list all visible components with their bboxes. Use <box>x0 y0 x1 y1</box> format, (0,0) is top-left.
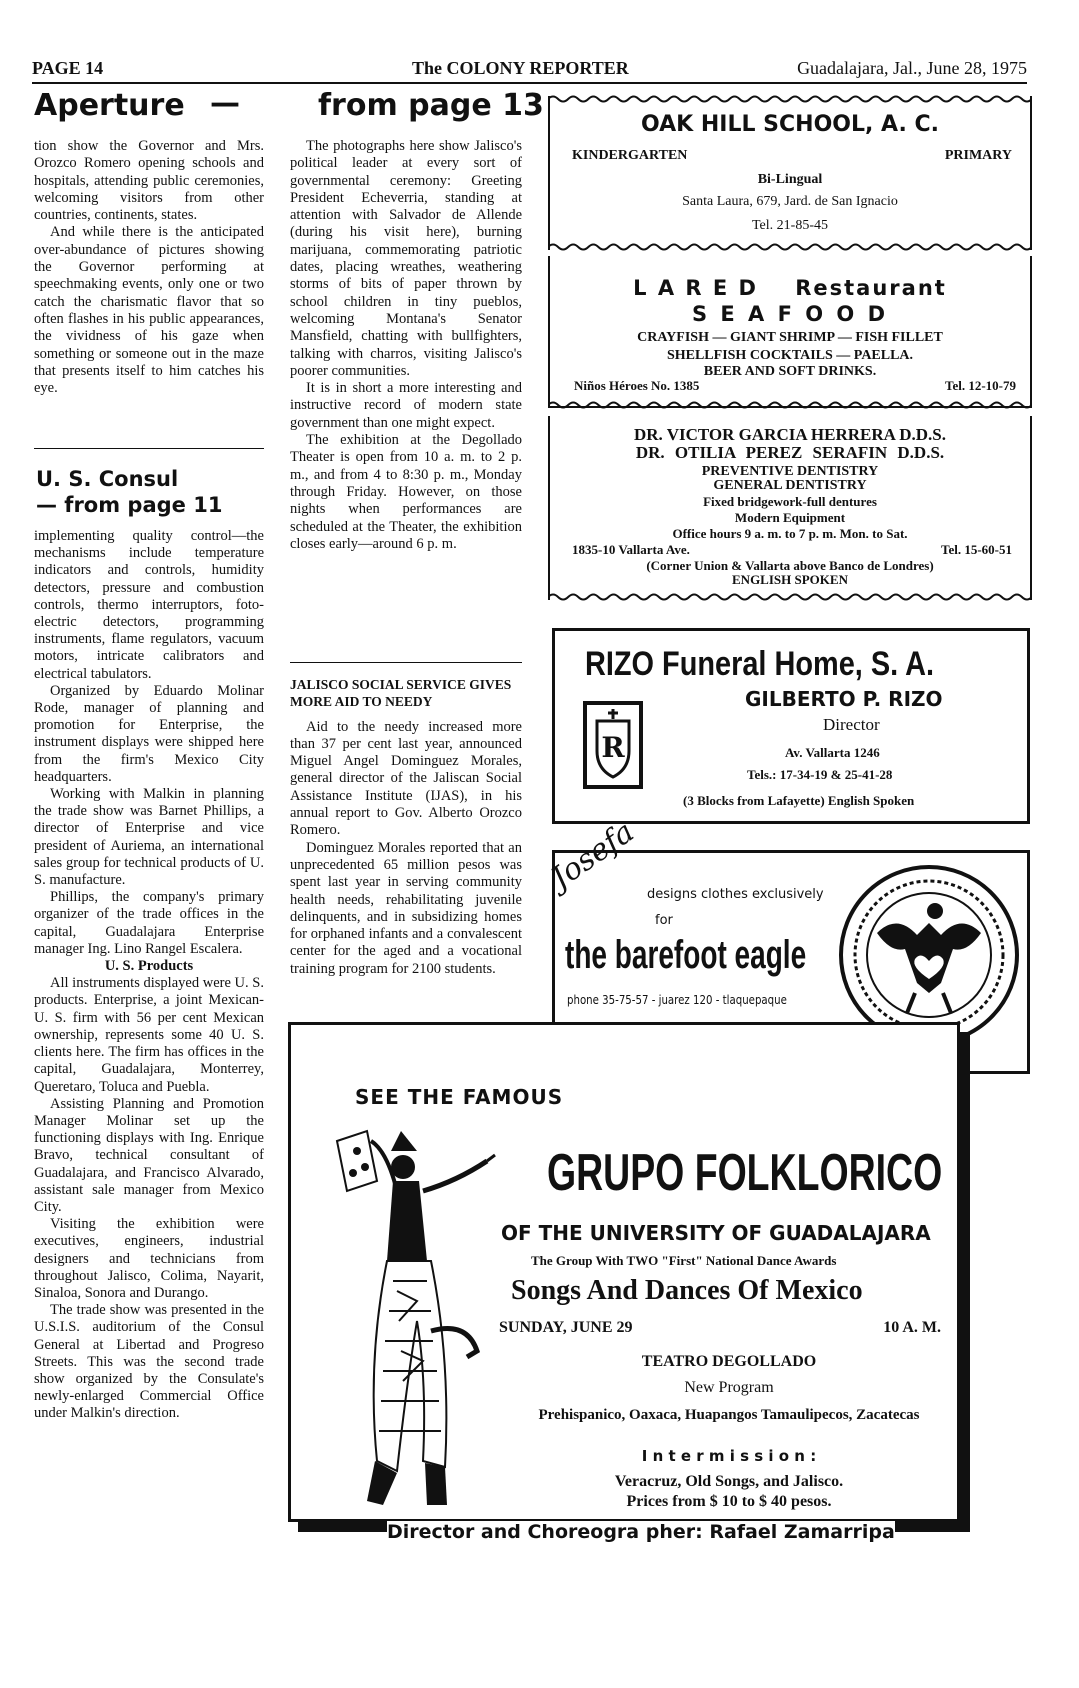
grupo-director: Director and Choreogra pher: Rafael Zamarripa <box>387 1521 895 1543</box>
aperture-col2-p3: The exhibition at the Degollado Theater is open from 10 a. m. to 2 p. m., and from 4 to 8:30 p. m., Monday through Friday. However, on those nights when performances are scheduled at the Theater, the exhibition closes early—around 6 p. m. <box>290 432 522 552</box>
aperture-col1 <box>34 138 264 397</box>
rizo-address: Av. Vallarta 1246 <box>785 745 880 760</box>
rizo-logo <box>583 701 643 789</box>
ad-rizo-funeral-home <box>552 628 1030 824</box>
social-p1: Aid to the needy increased more than 37 per cent last year, announced Miguel Angel Dominguez Morales, general director of the Jaliscan Social Assistance Institute (IJAS), in his annual report to Gov. Alberto Orozco Romero. <box>290 718 522 839</box>
dentist-address: 1835-10 Vallarta Ave. <box>572 542 690 557</box>
dentist-hours: Office hours 9 a. m. to 7 p. m. Mon. to Sat. <box>672 526 908 541</box>
rizo-director: Director <box>823 715 880 734</box>
oak-hill-name: OAK HILL SCHOOL, A. C. <box>641 112 939 137</box>
oak-hill-kindergarten: KINDERGARTEN <box>572 148 688 163</box>
grupo-prices: Prices from $ 10 to $ 40 pesos. <box>626 1493 832 1510</box>
consul-column <box>34 528 264 1423</box>
social-column <box>290 676 522 978</box>
wavy-border-bottom <box>548 242 1032 252</box>
dateline: Guadalajara, Jal., June 28, 1975 <box>797 58 1027 78</box>
wavy-border-bottom <box>548 400 1032 410</box>
consul-headline-line1: U. S. Consul <box>36 467 179 491</box>
oak-hill-bilingual: Bi-Lingual <box>757 172 823 187</box>
la-red-seafood: S E A F O O D <box>691 302 889 326</box>
oak-hill-address: Santa Laura, 679, Jard. de San Ignacio <box>682 194 898 209</box>
aperture-headline-dash: — <box>210 86 240 121</box>
eagle-designs: designs clothes exclusively <box>647 887 824 902</box>
aperture-col2-p2: It is in short a more interesting and instructive record of modern state government than one might expect. <box>290 380 522 431</box>
la-red-menu3: BEER AND SOFT DRINKS. <box>703 364 877 379</box>
grupo-awards: The Group With TWO "First" National Dance Awards <box>531 1253 837 1268</box>
dentist-english: ENGLISH SPOKEN <box>732 572 848 587</box>
dentist-general: GENERAL DENTISTRY <box>713 478 867 493</box>
grupo-see: SEE THE FAMOUS <box>355 1085 564 1109</box>
la-red-tel: Tel. 12-10-79 <box>944 378 1016 393</box>
aperture-col1-p2: And while there is the anticipated over-abundance of pictures showing the Governor performing at speechmaking events, only one or two catch the charismatic flavor that so often flashes in his public appearances, the vividness of his gaze when something or someone out in the maze that presents itself to him catches his eye. <box>34 224 264 397</box>
consul-headline <box>36 466 222 518</box>
consul-p8: The trade show was presented in the U.S.I.S. auditorium of the Consul General at Libertad and Progreso Streets. This was the second trade show organized by the Consulate's newly-enlarged Commercial Office under Malkin's direction. <box>34 1302 264 1422</box>
consul-p7: Visiting the exhibition were executives, engineers, industrial designers and technicians from throughout Jalisco, Colima, Nayarit, Sinaloa, Sonora and Durango. <box>34 1216 264 1301</box>
consul-headline-line2: — from page 11 <box>36 493 223 517</box>
ad-grupo-folklorico <box>288 1022 960 1543</box>
consul-p6: Assisting Planning and Promotion Manager Molinar set up the functioning displays with Ing. Enrique Bravo, technical consultant of Guadalajara, and Francisco Alvarado, assistant sale manager from Mexico City. <box>34 1095 264 1215</box>
aperture-headline-right: from page 13 <box>318 88 544 123</box>
la-red-address: Niños Héroes No. 1385 <box>574 378 700 393</box>
wavy-border-top <box>548 94 1032 104</box>
eagle-signature: Josefa <box>544 814 641 896</box>
rizo-logo-letter: R <box>601 731 625 764</box>
oak-hill-tel: Tel. 21-85-45 <box>751 218 828 233</box>
grupo-songs: Songs And Dances Of Mexico <box>511 1275 863 1306</box>
consul-p5: All instruments displayed were U. S. products. Enterprise, a joint Mexican-U. S. firm with 56 per cent Mexican ownership, represents some 40 U. S. clients here. The firm has offices in the capital, Guadalajara, Monterrey, Queretaro, Toluca and Puebla. <box>34 975 264 1095</box>
eagle-title: the barefoot eagle <box>565 933 807 977</box>
consul-p3: Working with Malkin in planning the trade show was Barnet Phillips, a director of Enterprise and vice president of Auriema, an international sales group for technical products of U. S. manufacture. <box>34 786 264 889</box>
column-divider <box>34 448 264 449</box>
wavy-border-bottom <box>548 592 1032 602</box>
dentist-name2: DR. OTILIA PEREZ SERAFIN D.D.S. <box>635 443 945 462</box>
ad-oak-hill-school <box>548 96 1032 250</box>
ad-dentists <box>548 416 1032 600</box>
dentist-equipment: Modern Equipment <box>734 510 846 525</box>
grupo-pieces: Prehispanico, Oaxaca, Huapangos Tamaulipecos, Zacatecas <box>538 1407 920 1423</box>
dentist-bridgework: Fixed bridgework-full dentures <box>703 494 877 509</box>
masthead-rule <box>32 82 1027 84</box>
eagle-for: for <box>655 913 673 928</box>
grupo-pieces2: Veracruz, Old Songs, and Jalisco. <box>614 1473 844 1490</box>
dentist-corner: (Corner Union & Vallarta above Banco de Londres) <box>646 558 934 573</box>
consul-p1: implementing quality control—the mechanisms include temperature indicators and controls, humidity detectors, pressure and combustion controls, thermo interruptors, foto-electric detectors, programming instruments, flame regulators, vacuum motors, intricate calibrators and electrical tabulators. <box>34 528 264 682</box>
la-red-restaurant: Restaurant <box>795 276 947 300</box>
la-red-menu1: CRAYFISH — GIANT SHRIMP — FISH FILLET <box>637 330 943 345</box>
page-number: PAGE 14 <box>32 58 104 78</box>
grupo-intermission: I n t e r m i s s i o n : <box>641 1447 817 1465</box>
aperture-headline-left: Aperture <box>34 88 185 123</box>
consul-subhead: U. S. Products <box>104 958 194 975</box>
rizo-blocks: (3 Blocks from Lafayette) English Spoken <box>683 793 915 808</box>
aperture-col2 <box>290 138 522 553</box>
social-headline: JALISCO SOCIAL SERVICE GIVES MORE AID TO NEEDY <box>290 677 512 710</box>
dentist-name1: DR. VICTOR GARCIA HERRERA D.D.S. <box>633 425 947 444</box>
rizo-owner: GILBERTO P. RIZO <box>745 687 943 711</box>
dentist-tel: Tel. 15-60-51 <box>940 542 1012 557</box>
grupo-time: 10 A. M. <box>883 1319 941 1336</box>
column-divider-2 <box>290 662 522 663</box>
la-red-name: L A R E D <box>633 276 758 300</box>
rizo-tels: Tels.: 17-34-19 & 25-41-28 <box>747 767 893 782</box>
consul-p2: Organized by Eduardo Molinar Rode, manager of planning and promotion for Enterprise, the instrument displays were shipped here from the firm's Mexico City headquarters. <box>34 682 264 785</box>
consul-p4: Phillips, the company's primary organizer of the trade offices in the capital, Guadalajara Enterprise manager Ing. Lino Rangel Escalera. <box>34 889 264 957</box>
masthead <box>32 58 1027 82</box>
grupo-title: GRUPO FOLKLORICO <box>547 1144 943 1202</box>
eagle-phone: phone 35-75-57 - juarez 120 - tlaquepaque <box>567 993 787 1007</box>
eagle-emblem <box>837 863 1021 1047</box>
grupo-date: SUNDAY, JUNE 29 <box>499 1319 633 1336</box>
la-red-title <box>550 276 1030 300</box>
oak-hill-primary: PRIMARY <box>944 148 1012 163</box>
rizo-title: RIZO Funeral Home, S. A. <box>585 645 934 683</box>
social-p2: Dominguez Morales reported that an unprecedented 65 million pesos was spent last year in serving community health needs, rehabilitating juvenile delinquents, and in subsidizing homes for orphaned infants and a convalescent center for the aged and a vocational training program for 2100 students. <box>290 839 522 977</box>
grupo-venue: TEATRO DEGOLLADO <box>641 1353 817 1370</box>
aperture-col1-p1: tion show the Governor and Mrs. Orozco Romero opening schools and hospitals, attending public ceremonies, welcoming visitors from other countries, continents, states. <box>34 138 264 224</box>
grupo-program: New Program <box>684 1379 774 1396</box>
la-red-menu2: SHELLFISH COCKTAILS — PAELLA. <box>666 348 914 363</box>
grupo-university: OF THE UNIVERSITY OF GUADALAJARA <box>501 1221 931 1245</box>
aperture-col2-p1: The photographs here show Jalisco's political leader at every sort of governmental ceremony: Greeting President Echeverria, standing at attention with Salvador de Allende (during his visit here), burning marijuana, commemorating patriotic dates, placing wreathes, weathering storms of bits of paper thrown by school children in tiny pueblos, welcoming Montana's Senator Mansfield, chatting with bullfighters, talking with charros, visiting Jalisco's poorer communities. <box>290 138 522 379</box>
ad-la-red-restaurant <box>548 256 1032 408</box>
paper-name: The COLONY REPORTER <box>412 58 629 78</box>
dancer-illustration <box>327 1121 497 1521</box>
dentist-preventive: PREVENTIVE DENTISTRY <box>701 464 879 479</box>
